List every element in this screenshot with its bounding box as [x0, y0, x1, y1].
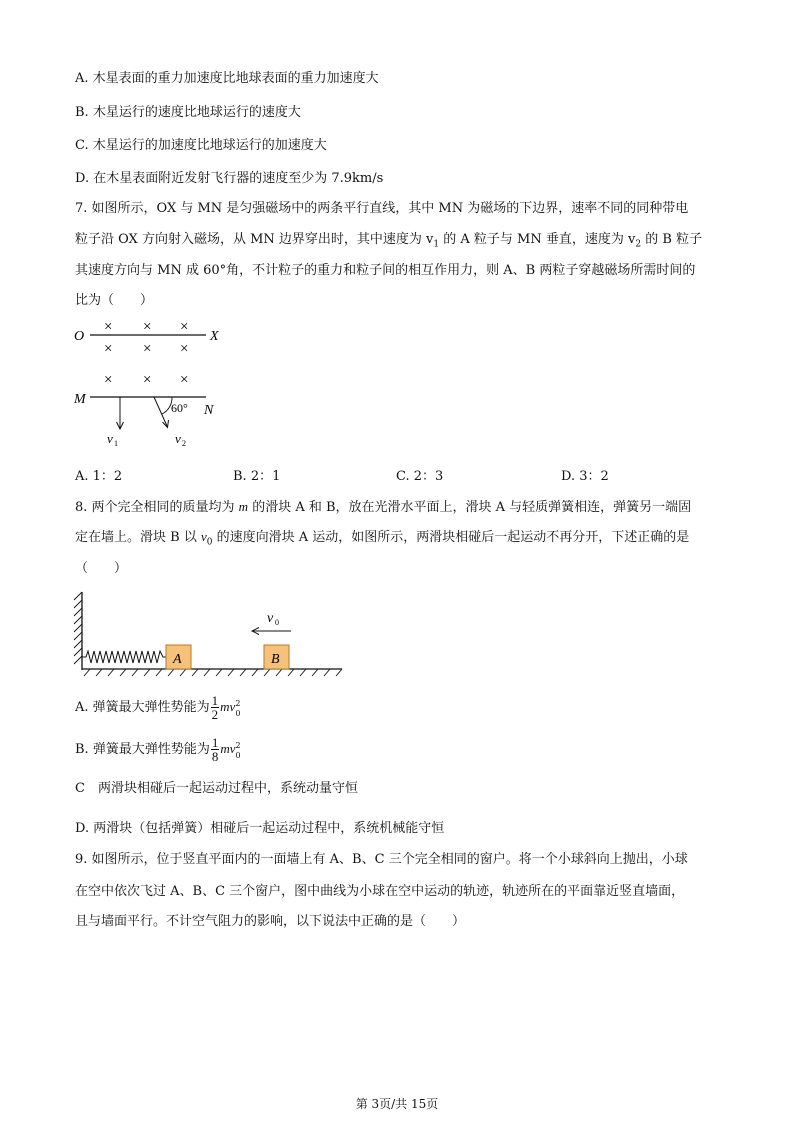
- q7-option-c: C. 2：3: [396, 469, 444, 484]
- q8-stem-line3: （ ）: [75, 561, 128, 576]
- v2-arrow: [154, 397, 167, 426]
- q7-option-b: B. 2：1: [233, 469, 281, 484]
- spring-block-figure: [70, 586, 350, 678]
- velocity-label: v: [267, 611, 274, 626]
- q6-option-a: A. 木星表面的重力加速度比地球表面的重力加速度大: [75, 71, 379, 86]
- field-mark: ×: [143, 341, 152, 357]
- q8-option-d: D. 两滑块（包括弹簧）相碰后一起运动过程中，系统机械能守恒: [75, 821, 445, 836]
- block-b-label: B: [271, 652, 280, 667]
- q9-stem-line3: 且与墙面平行。不计空气阻力的影响，以下说法中正确的是（ ）: [75, 914, 466, 929]
- label-m: M: [74, 392, 86, 407]
- q7-option-a: A. 1：2: [75, 469, 123, 484]
- q8-option-b: B. 弹簧最大弹性势能为 $\frac{1}{8}$ mv 2 0: [75, 735, 241, 764]
- field-mark: ×: [143, 319, 152, 335]
- page-footer: 第 3页/共 15页: [355, 1097, 439, 1111]
- q7-stem-line2: 粒子沿 OX 方向射入磁场，从 MN 边界穿出时，其中速度为 $v_1$ 的 A 粒子与 MN 垂直，速度为 $v_2$ 的 B 粒子: [75, 232, 703, 250]
- q7-option-d: D. 3：2: [561, 469, 609, 484]
- q7-stem-line3: 其速度方向与 MN 成 60°角，不计粒子的重力和粒子间的相互作用力，则 A、B 两粒子穿越磁场所需时间的: [75, 263, 696, 278]
- velocity-label-sub: 0: [275, 618, 279, 627]
- block-a-label: A: [173, 652, 182, 667]
- field-mark: ×: [104, 319, 113, 335]
- label-n: N: [204, 403, 214, 418]
- angle-label: 60°: [171, 401, 188, 415]
- q6-option-d: D. 在木星表面附近发射飞行器的速度至少为 7.9km/s: [75, 171, 384, 186]
- q6-option-b: B. 木星运行的速度比地球运行的速度大: [75, 105, 301, 120]
- q8-stem-line2: 定在墙上。滑块 B 以 $v_0$ 的速度向滑块 A 运动，如图所示，两滑块相碰后一起运动不再分开，下述正确的是: [75, 529, 690, 548]
- q8-option-a: A. 弹簧最大弹性势能为 $\frac{1}{2}$ mv 2 0: [75, 693, 241, 722]
- wall-hatching: [74, 592, 82, 664]
- label-x: X: [210, 329, 219, 344]
- v2-label-sub: 2: [182, 439, 186, 448]
- v1-label-sub: 1: [114, 439, 118, 448]
- field-mark: ×: [180, 341, 189, 357]
- field-mark: ×: [104, 372, 113, 388]
- q9-stem-line1: 9. 如图所示，位于竖直平面内的一面墙上有 A、B、C 三个完全相同的窗户。将一个小球斜向上抛出，小球: [75, 852, 688, 867]
- q7-stem-line1: 7. 如图所示，OX 与 MN 是匀强磁场中的两条平行直线，其中 MN 为磁场的下边界，速率不同的同种带电: [75, 201, 689, 216]
- v2-label: v: [175, 431, 181, 446]
- q8-option-c: C 两滑块相碰后一起运动过程中，系统动量守恒: [75, 781, 358, 796]
- label-o: O: [74, 329, 85, 344]
- q9-stem-line2: 在空中依次飞过 A、B、C 三个窗户，图中曲线为小球在空中运动的轨迹，轨迹所在的平面靠近竖直墙面，: [75, 884, 685, 899]
- field-mark: ×: [180, 319, 189, 335]
- q6-option-c: C. 木星运行的加速度比地球运行的加速度大: [75, 138, 327, 153]
- v1-label: v: [107, 431, 113, 446]
- magnetic-field-figure: [70, 312, 250, 452]
- spring: [82, 651, 166, 663]
- floor-hatching: [84, 669, 342, 676]
- field-mark: ×: [104, 341, 113, 357]
- q7-stem-line4: 比为（ ）: [75, 293, 154, 308]
- q8-stem-line1: 8. 两个完全相同的质量均为 m 的滑块 A 和 B，放在光滑水平面上，滑块 A 与轻质弹簧相连，弹簧另一端固: [75, 499, 692, 515]
- field-mark: ×: [180, 372, 189, 388]
- fraction: $\frac{1}{2}$: [211, 693, 219, 722]
- field-mark: ×: [143, 372, 152, 388]
- fraction: $\frac{1}{8}$: [211, 735, 219, 764]
